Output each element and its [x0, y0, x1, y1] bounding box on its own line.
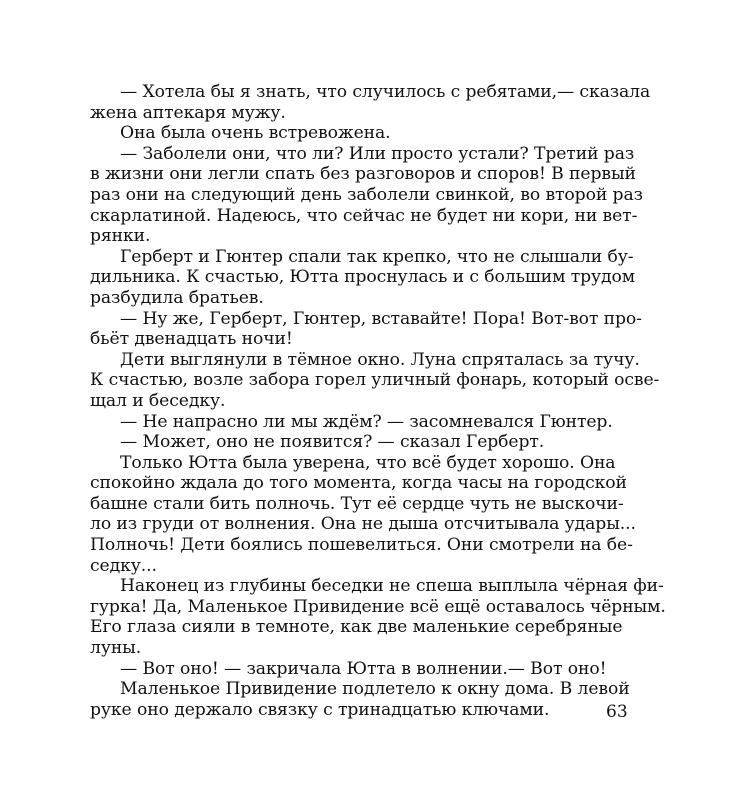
text-line: в жизни они легли спать без разговоров и споров! В первый — [90, 164, 636, 185]
text-line: гурка! Да, Маленькое Привидение всё ещё оставалось чёрным. — [90, 596, 666, 617]
text-line: луны. — [90, 638, 142, 659]
text-line: — Может, оно не появится? — сказал Герберт. — [120, 432, 545, 453]
text-line: — Ну же, Герберт, Гюнтер, вставайте! Пора! Вот-вот про- — [120, 308, 642, 329]
text-line: раз они на следующий день заболели свинкой, во второй раз — [90, 184, 643, 205]
text-line: бьёт двенадцать ночи! — [90, 329, 293, 350]
text-line: седку... — [90, 555, 157, 576]
text-line: Только Ютта была уверена, что всё будет хорошо. Она — [120, 452, 616, 473]
text-line: Дети выглянули в тёмное окно. Луна спряталась за тучу. — [120, 349, 640, 370]
text-line: — Заболели они, что ли? Или просто устали? Третий раз — [120, 143, 635, 164]
page-number: 63 — [606, 702, 628, 722]
text-line: разбудила братьев. — [90, 287, 264, 308]
text-line: руке оно держало связку с тринадцатью ключами. — [90, 699, 550, 720]
text-line: дильника. К счастью, Ютта проснулась и с большим трудом — [90, 267, 636, 288]
text-line: Маленькое Привидение подлетело к окну дома. В левой — [120, 679, 630, 700]
text-line: жена аптекаря мужу. — [90, 102, 286, 123]
text-line: скарлатиной. Надеюсь, что сейчас не будет ни кори, ни вет- — [90, 205, 638, 226]
text-line: Герберт и Гюнтер спали так крепко, что не слышали бу- — [120, 246, 634, 267]
text-line: башне стали бить полночь. Тут её сердце чуть не выскочи- — [90, 493, 624, 514]
text-line: — Хотела бы я знать, что случилось с ребятами,— сказала — [120, 82, 651, 102]
text-line: ло из груди от волнения. Она не дыша отсчитывала удары... — [90, 514, 636, 535]
text-line: — Не напрасно ли мы ждём? — засомневался Гюнтер. — [120, 411, 613, 432]
text-line: — Вот оно! — закричала Ютта в волнении.— Вот оно! — [120, 658, 607, 679]
text-line: К счастью, возле забора горел уличный фонарь, который осве- — [90, 370, 660, 391]
text-line: Полночь! Дети боялись пошевелиться. Они смотрели на бе- — [90, 535, 633, 556]
text-line: щал и беседку. — [90, 390, 226, 411]
text-line: Наконец из глубины беседки не спеша выплыла чёрная фи- — [120, 576, 664, 597]
text-line: спокойно ждала до того момента, когда часы на городской — [90, 473, 627, 494]
text-line: рянки. — [90, 226, 151, 247]
text-line: Она была очень встревожена. — [120, 123, 391, 144]
body-text — [90, 82, 666, 720]
text-line: Его глаза сияли в темноте, как две маленькие серебряные — [90, 617, 623, 638]
